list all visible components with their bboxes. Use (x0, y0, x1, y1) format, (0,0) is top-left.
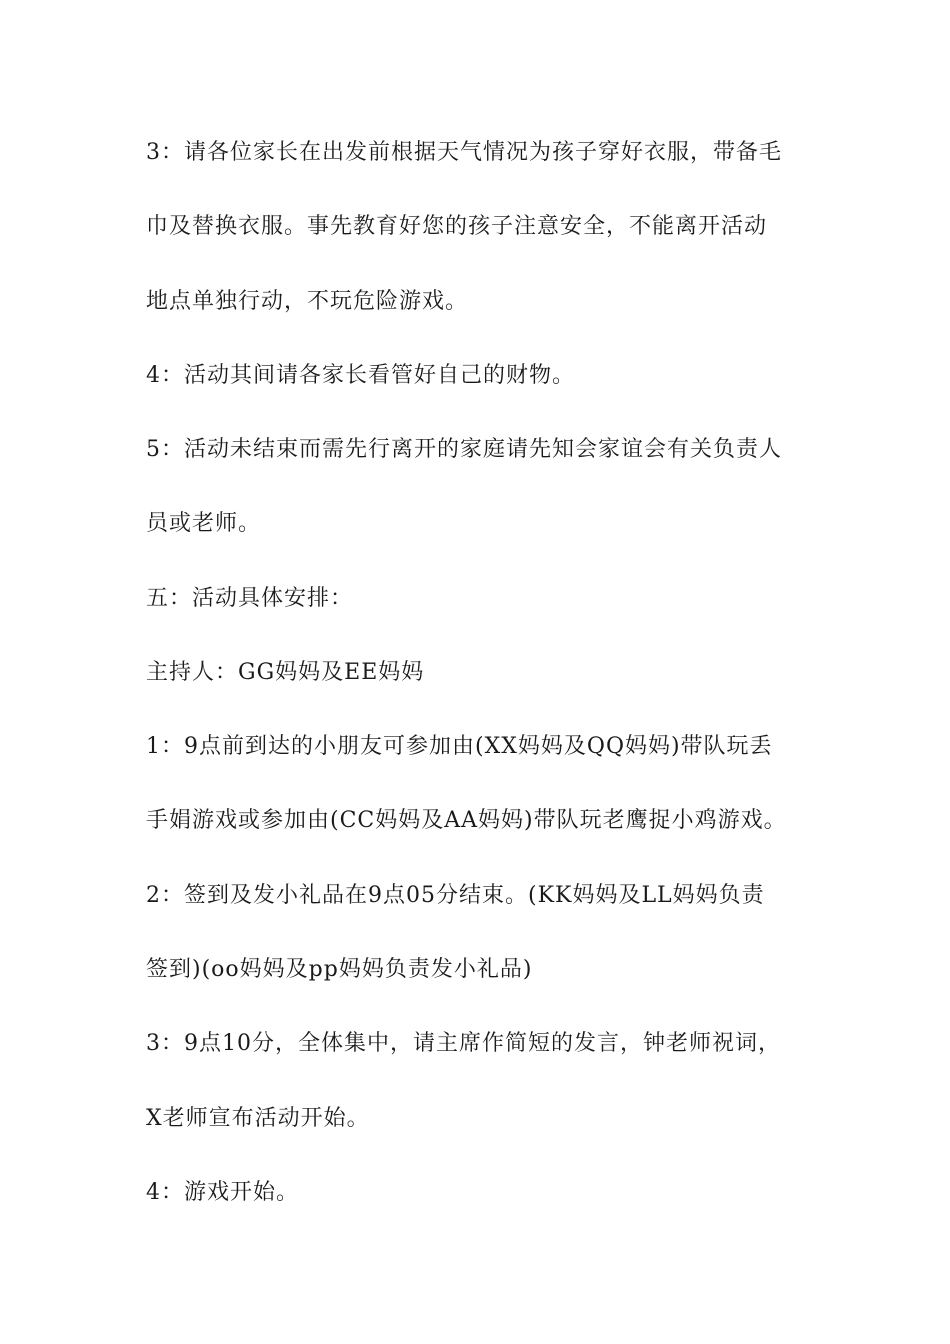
text-line: 4：游戏开始。 (146, 1180, 299, 1205)
text-line: 3：请各位家长在出发前根据天气情况为孩子穿好衣服，带备毛 (146, 140, 782, 165)
text-line: X老师宣布活动开始。 (146, 1106, 370, 1131)
text-line: 巾及替换衣服。事先教育好您的孩子注意安全，不能离开活动 (146, 214, 768, 239)
text-line: 地点单独行动，不玩危险游戏。 (146, 289, 469, 314)
text-line: 主持人：GG妈妈及EE妈妈 (146, 660, 425, 685)
text-line: 员或老师。 (146, 511, 262, 536)
text-line: 签到)(oo妈妈及pp妈妈负责发小礼品) (146, 957, 533, 982)
text-line: 手娟游戏或参加由(CC妈妈及AA妈妈)带队玩老鹰捉小鸡游戏。 (146, 808, 787, 833)
text-line: 2：签到及发小礼品在9点05分结束。(KK妈妈及LL妈妈负责 (146, 883, 765, 908)
text-line: 5：活动未结束而需先行离开的家庭请先知会家谊会有关负责人 (146, 437, 782, 462)
text-line: 3：9点10分，全体集中，请主席作简短的发言，钟老师祝词， (146, 1031, 781, 1056)
text-line: 4：活动其间请各家长看管好自己的财物。 (146, 363, 575, 388)
section-heading: 五：活动具体安排： (146, 586, 354, 611)
text-line: 1：9点前到达的小朋友可参加由(XX妈妈及QQ妈妈)带队玩丢 (146, 734, 773, 759)
